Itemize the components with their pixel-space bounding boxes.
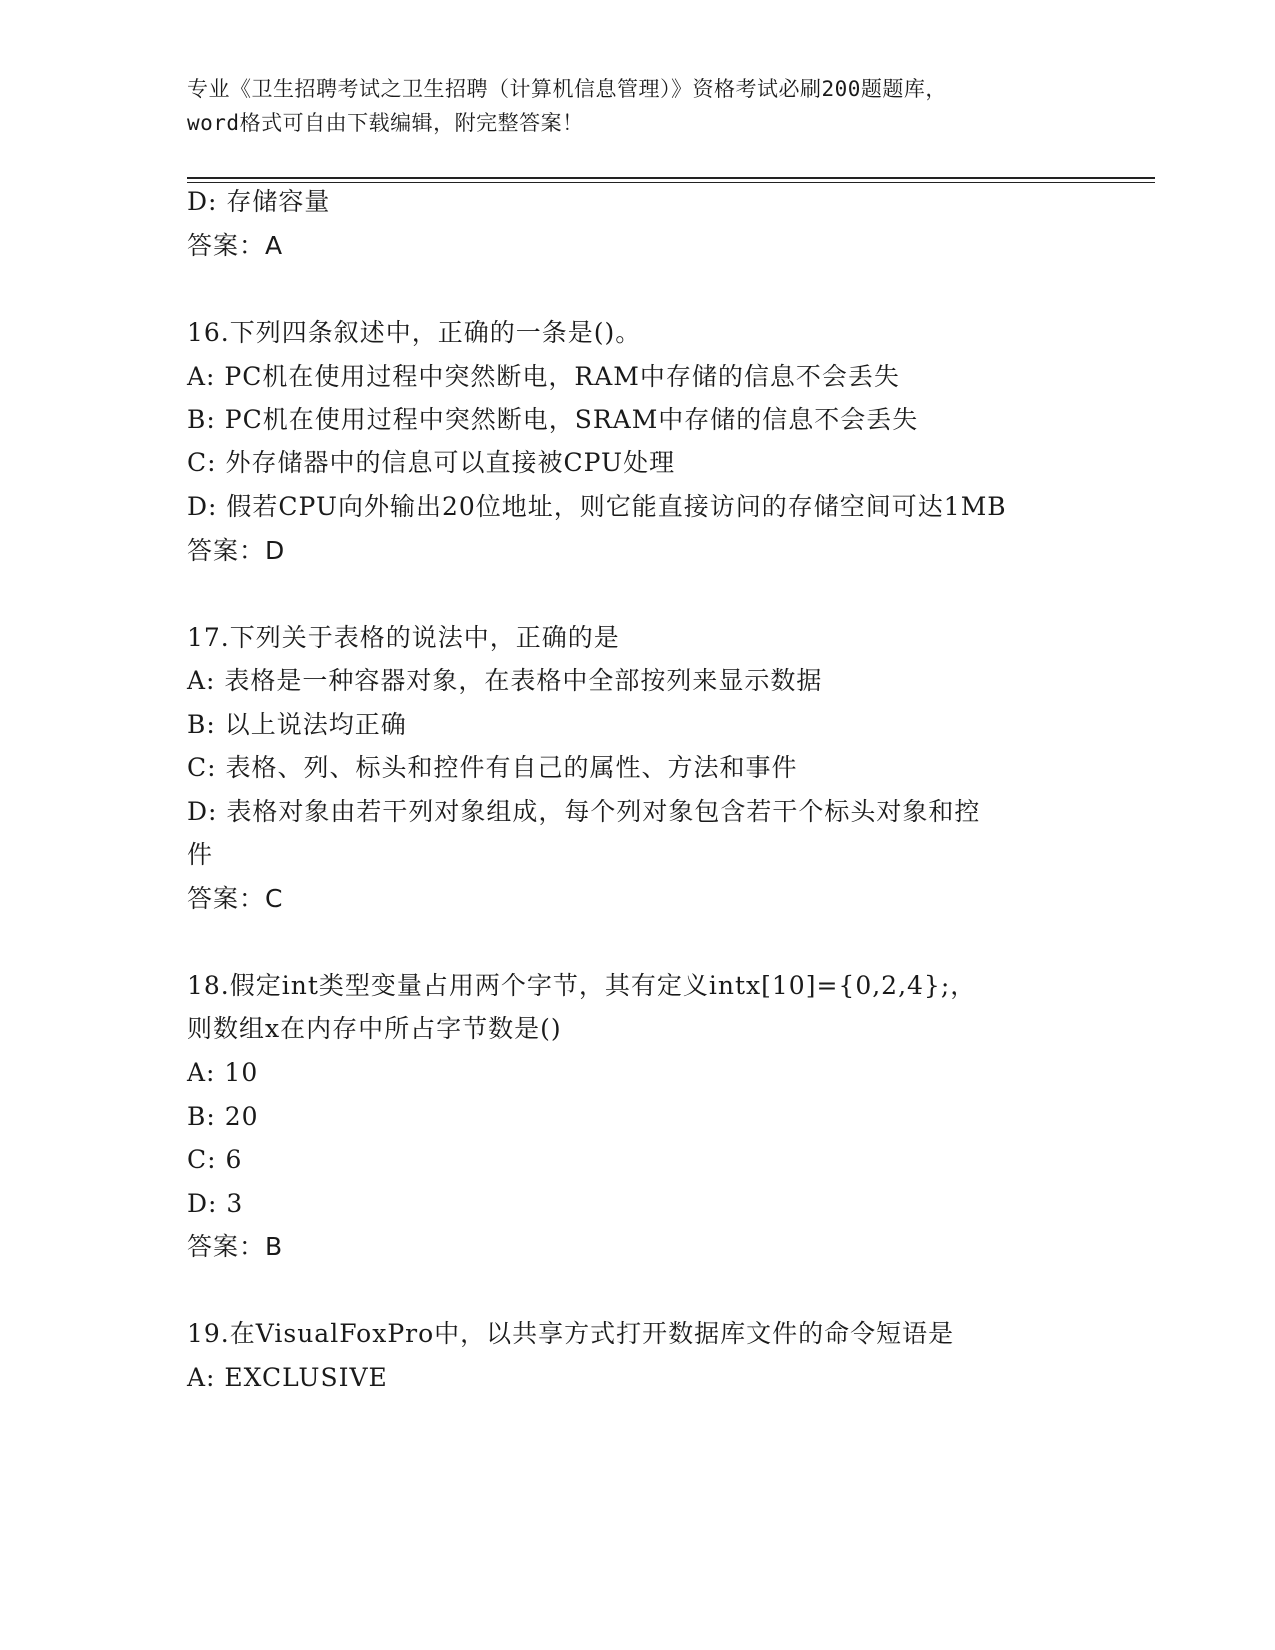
question-16-stem: 16.下列四条叙述中，正确的一条是()。 [187, 318, 642, 347]
question-18-stem: 18.假定int类型变量占用两个字节，其有定义intx[10]={0,2,4};， [187, 971, 977, 1000]
question-17-option-b: B: 以上说法均正确 [187, 710, 407, 739]
question-18-option-d: D: 3 [187, 1189, 244, 1218]
question-16-answer: 答案：D [187, 536, 286, 565]
header-divider-thin [187, 182, 1155, 183]
question-19-option-a: A: EXCLUSIVE [187, 1363, 388, 1392]
prev-option-d: D: 存储容量 [187, 187, 331, 216]
question-19-stem: 19.在VisualFoxPro中，以共享方式打开数据库文件的命令短语是 [187, 1319, 955, 1348]
question-18-option-b: B: 20 [187, 1102, 259, 1131]
prev-answer: 答案：A [187, 231, 284, 260]
question-17-answer: 答案：C [187, 884, 284, 913]
question-18-answer: 答案：B [187, 1232, 284, 1261]
question-17-option-d-cont: 件 [187, 840, 214, 869]
question-17-stem: 17.下列关于表格的说法中，正确的是 [187, 623, 620, 652]
question-18-option-c: C: 6 [187, 1145, 243, 1174]
question-16-option-c: C: 外存储器中的信息可以直接被CPU处理 [187, 448, 676, 477]
question-18-option-a: A: 10 [187, 1058, 259, 1087]
header-line-1: 专业《卫生招聘考试之卫生招聘（计算机信息管理）》资格考试必刷200题题库， [187, 77, 947, 101]
question-18-stem-cont: 则数组x在内存中所占字节数是() [187, 1014, 562, 1043]
question-16-option-b: B: PC机在使用过程中突然断电，SRAM中存储的信息不会丢失 [187, 405, 919, 434]
header-divider-thick [187, 177, 1155, 179]
question-17-option-d: D: 表格对象由若干列对象组成，每个列对象包含若干个标头对象和控 [187, 797, 981, 826]
document-header [187, 72, 1087, 140]
question-16-option-d: D: 假若CPU向外输出20位地址，则它能直接访问的存储空间可达1MB [187, 492, 1007, 521]
question-17-option-c: C: 表格、列、标头和控件有自己的属性、方法和事件 [187, 753, 798, 782]
question-16-option-a: A: PC机在使用过程中突然断电，RAM中存储的信息不会丢失 [187, 362, 900, 391]
question-17-option-a: A: 表格是一种容器对象，在表格中全部按列来显示数据 [187, 666, 823, 695]
header-line-2: word格式可自由下载编辑，附完整答案！ [187, 111, 584, 135]
